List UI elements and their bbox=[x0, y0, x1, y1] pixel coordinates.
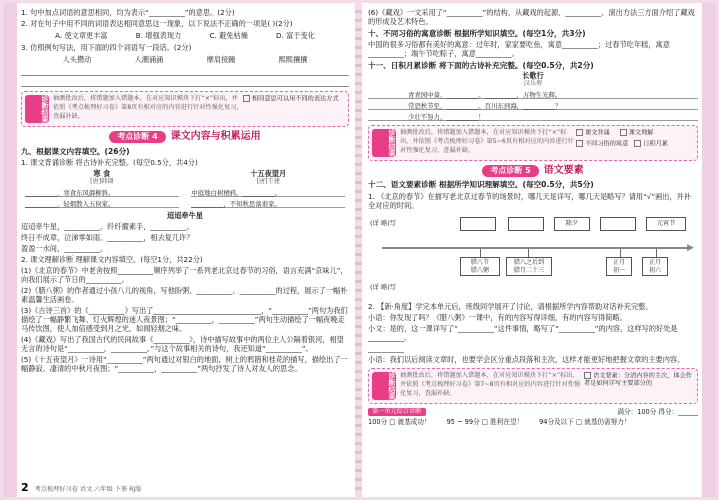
connector bbox=[528, 249, 529, 257]
paragraph-2[interactable]: (2)《腊八粥》的作者通过小孩八儿的视角，写他盼粥、__________、__________的过程，展示了一幅朴素温馨生活画卷。 bbox=[21, 285, 348, 304]
poem-line[interactable]: 终日不成章，泣涕零如雨。__________，相去复几许？ bbox=[21, 232, 194, 242]
diagnosis-icon: 诊断结果 bbox=[25, 95, 49, 123]
dialog-line[interactable]: __________ bbox=[368, 343, 404, 353]
question-10-text[interactable]: 中国的很多习俗都有美好的寓意：过年时，家家要吃鱼，寓意__________；过春节吃年糕，寓意__________；端午节吃粽子，寓意__________。 bbox=[368, 40, 670, 59]
right-page bbox=[362, 3, 716, 497]
check-label: 课文背诵 bbox=[585, 129, 610, 137]
checkbox[interactable] bbox=[634, 140, 641, 147]
score-label: 满分：100分 得分：______ bbox=[617, 407, 698, 416]
poem-author: 汉乐府 bbox=[523, 79, 543, 87]
diagnosis-box bbox=[368, 368, 698, 404]
left-page-stripe bbox=[3, 3, 17, 497]
diagnosis-text: 抽测批改后，将错题加入错题本，在对应知识模块下打“×”标出，并依照《考点梳理好习卷》第8页有相对应的内容进行针对性强化复习，查漏补缺。 bbox=[53, 95, 243, 120]
score-row bbox=[368, 408, 698, 416]
left-footer bbox=[21, 481, 141, 495]
timeline-node: 腊八节 腊八粥 bbox=[460, 257, 500, 277]
question-9-2: 2. 课文理解诊断 理解课文内容填空。(每空1分，共22分) bbox=[21, 254, 203, 264]
poem-line[interactable]: 少壮不努力，__________！ bbox=[368, 113, 698, 121]
question-9: 九、根据课文内容填空。(26分) bbox=[21, 146, 130, 156]
dialog-line: 小语：你发现了吗？《腊八粥》一课中，有的内容写得详细，有的内容写得简略。 bbox=[368, 312, 627, 322]
timeline-axis bbox=[382, 247, 690, 249]
dialog-line: 小语：我们以后阅读文章时，也要学会区分重点段落和主次，这样才能更好地把握文章的主要内容。 bbox=[368, 354, 685, 364]
option-d[interactable]: D. 富于变化 bbox=[276, 31, 315, 40]
paragraph-4[interactable]: (4)《藏戏》写出了我国古代的民间故事《__________》，诗中描写故事中的两位主人公隔着银河，相望无言的诗句是“__________，__________。”与这个故事相关的诗句，我还知道“__________”。 bbox=[21, 334, 344, 353]
question-1: 1. 句中加点词语的意思相同，均为表示“__________”的意思。(2分) bbox=[21, 8, 235, 17]
checkbox[interactable] bbox=[576, 129, 583, 136]
question-12-1: 1. 《北京的春节》在描写老北京过春节的场景时，哪几天是详写，哪几天是略写？请用“√”画出，并补全对应的时间。 bbox=[368, 191, 692, 210]
section-header bbox=[368, 165, 698, 178]
word-3: 摩肩接踵 bbox=[206, 55, 236, 64]
section-badge: 考点诊断 5 bbox=[482, 165, 538, 177]
question-12-2: 2. 【新·角度】学完本单元后，班级同学展开了讨论，请根据所学内容帮助对话补充完整。 bbox=[368, 301, 653, 311]
left-page bbox=[3, 3, 355, 497]
diagnosis-box bbox=[368, 125, 698, 161]
score-option[interactable]: 94分及以下 □ 就基仍需努力！ bbox=[539, 417, 631, 426]
poem-title: 迢迢牵牛星 bbox=[167, 210, 203, 220]
section-header bbox=[21, 131, 349, 144]
timeline-node: 正月 初六 bbox=[642, 257, 668, 277]
word-4: 熙熙攘攘 bbox=[278, 55, 308, 64]
paragraph-5[interactable]: (5)《十五夜望月》一诗用“__________”两句通过对银白的地面，树上的鸦鹊和桂花的描写，描绘出了一幅静寂、凄清的中秋月夜图；“__________，__________”两句抒发了诗人对友人的思念。 bbox=[21, 354, 348, 373]
poem-title: 长歌行 bbox=[522, 70, 544, 80]
footer-text: 考点梳理好习卷 语文 六年级 下册 RJ版 bbox=[34, 486, 142, 494]
checkbox[interactable] bbox=[243, 95, 250, 102]
answer-line[interactable] bbox=[21, 67, 349, 76]
score-option[interactable]: 100分 □ 就基成功！ bbox=[368, 417, 431, 426]
question-3: 3. 仿照例句写法，用下面的四个词语写一段话。(2分) bbox=[21, 43, 192, 52]
connector bbox=[620, 249, 621, 257]
diagnosis-text: 抽测批改后，将错题加入错题本，在对应知识模块下打“×”标出，并依照《考点梳理好习卷》第5~6页有相对应的内容进行针对性强化复习，查漏补缺。 bbox=[400, 128, 574, 154]
diagnosis-text: 抽测批改后，将错题加入错题本，在对应知识模块下打“×”标出，并依照《考点梳理好习卷》第7~8页有相对应的内容进行针对性强化复习，查漏补缺。 bbox=[400, 371, 581, 397]
check-label: 语文要素：分清内容的主次，体会作者是如何详写主要部分的 bbox=[584, 372, 692, 387]
poem-line[interactable]: 青青园中葵，__________。__________，万物生光辉。 bbox=[368, 91, 698, 99]
checkbox[interactable] bbox=[584, 372, 591, 379]
option-c[interactable]: C. 避免枯燥 bbox=[209, 31, 248, 40]
option-a[interactable]: A. 使文章更丰富 bbox=[55, 31, 108, 40]
poems-row bbox=[21, 169, 349, 211]
poem-line[interactable]: __________，寒食东风御柳斜。 bbox=[25, 189, 179, 197]
check-label: 日积月累 bbox=[643, 140, 669, 148]
poem-line[interactable]: 中庭地白树栖鸦，__________。 bbox=[191, 189, 345, 197]
connector bbox=[656, 249, 657, 257]
question-12: 十二、语文要素诊断 根据所学知识理解填空。(每空0.5分，共5分) bbox=[368, 180, 594, 190]
question-3-words bbox=[21, 54, 349, 65]
question-9-1: 1. 课文背诵诊断 将古诗补充完整。(每空0.5分，共4分) bbox=[21, 157, 198, 167]
poem-author: [唐]王建 bbox=[256, 177, 280, 185]
word-1: 人头攒动 bbox=[62, 55, 92, 64]
check-label: 相同意思可以用不同的表达方式 bbox=[252, 95, 339, 103]
detail-label[interactable]: (详 略)写 bbox=[370, 218, 397, 227]
checkbox[interactable] bbox=[576, 140, 583, 147]
result-label: 第一单元综合诊断 bbox=[368, 408, 426, 416]
poem-title: 十五夜望月 bbox=[250, 168, 287, 178]
timeline bbox=[368, 213, 698, 299]
check-label: 不同习俗的寓意 bbox=[585, 140, 629, 148]
poem-line[interactable]: __________，不知秋思落谁家。 bbox=[191, 200, 345, 208]
timeline-box[interactable] bbox=[460, 217, 496, 231]
score-options bbox=[368, 418, 698, 426]
section-badge: 考点诊断 4 bbox=[109, 131, 165, 143]
timeline-box: 元宵节 bbox=[646, 217, 686, 231]
timeline-box[interactable] bbox=[600, 217, 636, 231]
poem-hanshi bbox=[25, 169, 179, 211]
brief-label[interactable]: (详 略)写 bbox=[370, 282, 397, 291]
poem-line[interactable]: 迢迢牵牛星，__________。纤纤擢素手，__________。 bbox=[21, 221, 194, 231]
arrow-icon: ▶ bbox=[687, 242, 694, 253]
timeline-node: 正月 初一 bbox=[606, 257, 632, 277]
diagnosis-checklist bbox=[584, 372, 694, 400]
word-2: 人潮涌涌 bbox=[134, 55, 164, 64]
section-title: 课文内容与积累运用 bbox=[170, 131, 261, 142]
poem-title: 寒 食 bbox=[93, 168, 111, 178]
check-label: 课文理解 bbox=[628, 129, 654, 137]
diagnosis-icon: 诊断结果 bbox=[372, 129, 396, 157]
poem-line[interactable]: 常恐秋节至，__________。百川东到海，__________？ bbox=[368, 102, 698, 110]
section-title: 语文要素 bbox=[543, 164, 584, 176]
paragraph-3[interactable]: (3)《古诗三首》的《__________》写出了______________________________，“__________”两句为我们描绘了一幅静繁飞舞、灯火辉煌的迷人夜景图；“__________，__________”两句生动描绘了一幅夜晚走马传饮图，使人加倍感受到月之光，如闻轻烟之味。 bbox=[21, 305, 348, 333]
option-b[interactable]: B. 增强表现力 bbox=[135, 31, 182, 40]
diagnosis-checklist bbox=[576, 129, 694, 157]
poem-line[interactable]: 盈盈一水间，__________。 bbox=[21, 243, 108, 253]
poem-line[interactable]: __________，轻烟散入五侯家。 bbox=[25, 200, 179, 208]
paragraph-6[interactable]: (6)《藏戏》一文采用了“__________”的结构，从藏戏的起源、__________、演出方法三方面介绍了藏戏的形成及艺术特色。 bbox=[368, 8, 695, 26]
dialog-line[interactable]: 小文：是的，这一课详写了“__________”这件事情，略写了“__________”的内容，这样写的好处是__________。 bbox=[368, 323, 678, 342]
answer-line[interactable] bbox=[21, 78, 349, 87]
question-11: 十一、日积月累诊断 将下面的古诗补充完整。(每空0.5分，共2分) bbox=[368, 61, 594, 71]
diagnosis-icon: 诊断结果 bbox=[372, 372, 396, 400]
question-2-options bbox=[21, 30, 349, 41]
timeline-box[interactable] bbox=[508, 217, 544, 231]
poem-shiwuye bbox=[191, 169, 345, 211]
connector bbox=[480, 249, 481, 257]
diagnosis-box bbox=[21, 91, 349, 127]
paragraph-1[interactable]: (1)《北京的春节》中老舍按照__________顺序列举了一系列老北京过春节的习俗，语言充满“京味儿”，向我们展示了节日的__________。 bbox=[21, 265, 348, 284]
poem-author: [唐]韩翃 bbox=[90, 177, 114, 185]
timeline-box: 除夕 bbox=[554, 217, 590, 231]
question-2: 2. 对在句子中用不同的词语表达相同意思这一现象，以下说法不正确的一项是( )(2分) bbox=[21, 19, 293, 28]
diagnosis-checklist bbox=[243, 95, 345, 123]
page-number: 2 bbox=[21, 481, 29, 495]
right-page-stripe bbox=[702, 3, 716, 497]
timeline-node: 腊八之后到 腊月二十三 bbox=[506, 257, 552, 277]
checkbox[interactable] bbox=[620, 129, 627, 136]
question-10: 十、不同习俗的寓意诊断 根据所学知识填空。(每空1分，共3分) bbox=[368, 29, 586, 38]
score-option[interactable]: 95 ~ 99分 □ 胜利在望！ bbox=[446, 417, 524, 426]
